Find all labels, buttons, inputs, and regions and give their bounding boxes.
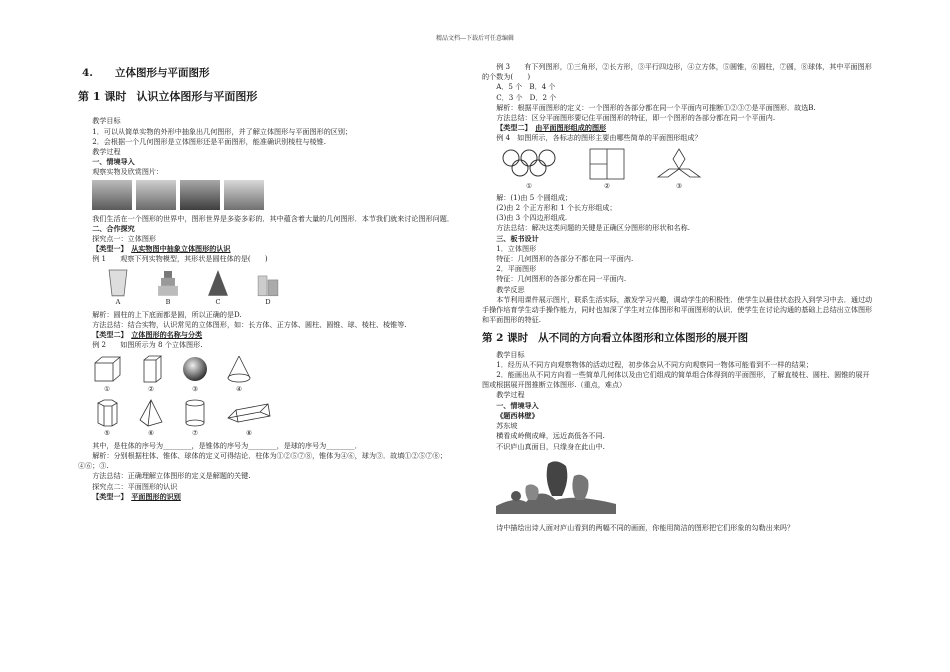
text-paragraph: 解析：分别根据柱体、锥体、球体的定义可得结论．柱体为①②⑤⑦⑧，锥体为④⑥，球为③．故填①②⑤⑦⑧；④⑥；③. <box>78 451 447 471</box>
text-line: 教学过程 <box>496 390 525 400</box>
text-line: 其中，是柱体的序号为________，是锥体的序号为________，是球的序号为________． <box>92 440 362 450</box>
logo-figure: ② <box>588 147 626 191</box>
type-label: 【类型二】 <box>92 330 125 340</box>
type-heading <box>78 244 466 254</box>
text-line: 诗中描绘出诗人面对庐山看到的两幅不同的画面，你能用简洁的图形把它们形象的勾勒出来吗？ <box>496 522 795 532</box>
lesson-1-title: 认识立体图形与平面图形 <box>136 90 258 104</box>
chapter-title: 立体图形与平面图形 <box>114 67 210 79</box>
text-line: 特征：几何图形的各部分都在同一平面内. <box>496 274 627 284</box>
rhombus-logo-icon <box>656 147 702 181</box>
text-line: C．3 个 D．2 个 <box>496 92 557 102</box>
logo-figure: ① <box>500 147 558 191</box>
text-line: 方法总结：正确理解立体图形的定义是解题的关键. <box>92 471 251 481</box>
lesson-1-heading <box>78 92 466 102</box>
text-line: 解析：圆柱的上下底面都是圆，所以正确的是D. <box>92 309 242 319</box>
sphere-icon <box>180 354 210 384</box>
text-paragraph: 我们生活在一个图形的世界中，图形世界是多姿多彩的．其中蕴含着大量的几何图形．本节我们就来讨论图形问题． <box>92 213 454 223</box>
type-label: 【类型一】 <box>92 491 125 501</box>
candle-icon <box>255 268 281 298</box>
text-line: 探究点一：立体图形 <box>92 234 157 244</box>
solid-figure: ⑥ <box>136 398 166 438</box>
right-column <box>482 62 874 533</box>
solid-figure: ① <box>92 354 122 394</box>
landmark-photos <box>92 180 466 210</box>
text-line: 例 1 观察下列实物模型，其形状是圆柱体的是( ) <box>92 254 268 264</box>
option-b: B <box>150 268 186 308</box>
text-line: 教学目标 <box>92 116 121 126</box>
logo-figures <box>500 147 874 191</box>
logo-figure: ③ <box>656 147 702 191</box>
lesson-1-number: 第 1 课时 <box>78 90 127 104</box>
text-line: 例 4 如图所示，各标志的图形主要由哪些简单的平面图形组成？ <box>496 133 702 143</box>
section-heading: 一、情境导入 <box>92 157 135 167</box>
text-line: 2．平面图形 <box>496 264 537 274</box>
text-paragraph: 解析：根据平面图形的定义：一个图形的各部分都在同一个平面内可推断①②③⑦是平面图形．故选B. <box>496 102 816 112</box>
chapter-number: 4. <box>82 67 93 79</box>
text-line: 方法总结：结合实物，认识常见的立体图形，如：长方体、正方体、圆柱、圆锥、球、棱柱、棱锥等. <box>92 319 407 329</box>
text-line: 1．立体图形 <box>496 243 537 253</box>
cup-icon <box>105 268 131 298</box>
section-heading: 三、板书设计 <box>496 233 539 243</box>
text-line: 解：(1)由 5 个圆组成； <box>496 192 573 202</box>
cone-icon <box>224 354 254 384</box>
landmark-photo-image <box>180 180 220 210</box>
text-paragraph: 例 3 有下列图形，①三角形，②长方形，③平行四边形，④立方体，⑤圆锥，⑥圆柱，⑦圆，⑧球体，其中平面图形的个数为( ) <box>482 62 872 82</box>
text-paragraph: 本节利用课件展示图片，联系生活实际，激发学习兴趣，调动学生的积极性．使学生以最佳状态投入到学习中去．通过动手操作培育学生动手操作能力，同时也加深了学生对立体图形和平面图形的认识．使学生在讨论沟通的基础上总结出立体图形和平面图形的特征. <box>482 294 873 325</box>
section-heading: 二、合作探究 <box>92 223 135 233</box>
cuboid-icon <box>136 354 166 384</box>
type-title: 立体图形的名称与分类 <box>131 330 203 340</box>
text-line: 观察实物及欣赏图片： <box>92 167 164 177</box>
left-column <box>78 62 466 502</box>
type-title: 由平面图形组成的图形 <box>535 123 607 133</box>
text-line: 2．会根据一个几何图形是立体图形还是平面图形，能准确识别棱柱与棱锥. <box>92 136 326 146</box>
lesson-2-title: 从不同的方向看立体图形和立体图形的展开图 <box>538 332 749 345</box>
solid-figure: ⑦ <box>180 398 210 438</box>
type-title: 平面图形的识别 <box>131 491 181 501</box>
poem-title: 《题西林壁》 <box>496 410 539 420</box>
solid-figure: ② <box>136 354 166 394</box>
text-line: 教学反思 <box>496 284 525 294</box>
landmark-photo-image <box>92 180 132 210</box>
text-line: 探究点二：平面图形的认识 <box>92 481 178 491</box>
tree-icon <box>205 268 231 298</box>
cylinder-icon <box>180 398 210 428</box>
solid-figure: ④ <box>224 354 254 394</box>
text-line: 1．经历从不同方向观察物体的活动过程，初步体会从不同方向观察同一物体可能看到不一样的结果； <box>496 359 813 369</box>
text-line: 特征：几何图形的各部分不都在同一平面内. <box>496 254 634 264</box>
page-header: 精品文档---下载后可任意编辑 <box>435 35 515 42</box>
type-label: 【类型二】 <box>496 123 529 133</box>
solids-row-1 <box>92 354 466 394</box>
option-c: C <box>200 268 236 308</box>
olympic-rings-icon <box>500 147 558 181</box>
type-label: 【类型一】 <box>92 244 125 254</box>
type-heading <box>78 492 466 502</box>
section-heading: 一、情境导入 <box>496 400 539 410</box>
type-title: 从实物图中抽象立体图形的认识 <box>131 244 231 254</box>
text-line: 1．可以从简单实物的外形中抽象出几何图形，并了解立体图形与平面图形的区别； <box>92 126 353 136</box>
text-line: 教学目标 <box>496 349 525 359</box>
text-line: 例 2 如图所示为 8 个立体图形. <box>92 340 203 350</box>
solid-figure: ⑧ <box>224 398 274 438</box>
squares-icon <box>588 147 626 181</box>
landmark-photo-image <box>224 180 264 210</box>
option-images <box>100 268 466 308</box>
pyramid-icon <box>136 398 166 428</box>
text-line: 方法总结：解决这类问题的关键是正确区分图形的形状和名称. <box>496 223 690 233</box>
solids-row-2 <box>92 398 466 438</box>
poem-line: 不识庐山真面目，只缘身在此山中. <box>496 441 605 451</box>
solid-figure: ③ <box>180 354 210 394</box>
text-line: (3)由 3 个四边形组成. <box>496 213 568 223</box>
text-line: (2)由 2 个正方形和 1 个长方形组成； <box>496 203 617 213</box>
type-heading <box>482 123 874 133</box>
tri-prism-icon <box>224 398 274 428</box>
cake-icon <box>155 268 181 298</box>
cube-icon <box>92 354 122 384</box>
text-line: 方法总结：区分平面图形要记住平面图形的特征，即一个图形的各部分都在同一个平面内. <box>496 113 776 123</box>
solid-figure: ⑤ <box>92 398 122 438</box>
text-paragraph: 2．能画出从不同方向看一些简单几何体以及由它们组成的简单组合体得到的平面图形，了解直棱柱、圆柱、圆锥的展开图或根据展开图推断立体图形.（重点，难点） <box>482 370 870 390</box>
type-heading <box>78 330 466 340</box>
poem-line: 横看成岭侧成峰，远近高低各不同. <box>496 431 605 441</box>
mountain-painting-image <box>496 456 616 514</box>
text-line: 教学过程 <box>92 147 121 157</box>
lesson-2-heading <box>482 333 874 343</box>
lesson-2-number: 第 2 课时 <box>482 332 529 345</box>
option-a: A <box>100 268 136 308</box>
hex-prism-icon <box>92 398 122 428</box>
poem-author: 苏东坡 <box>496 421 518 431</box>
chapter-heading <box>82 68 466 78</box>
text-line: A．5 个 B．4 个 <box>496 82 556 92</box>
landmark-photo-image <box>136 180 176 210</box>
option-d: D <box>250 268 286 308</box>
